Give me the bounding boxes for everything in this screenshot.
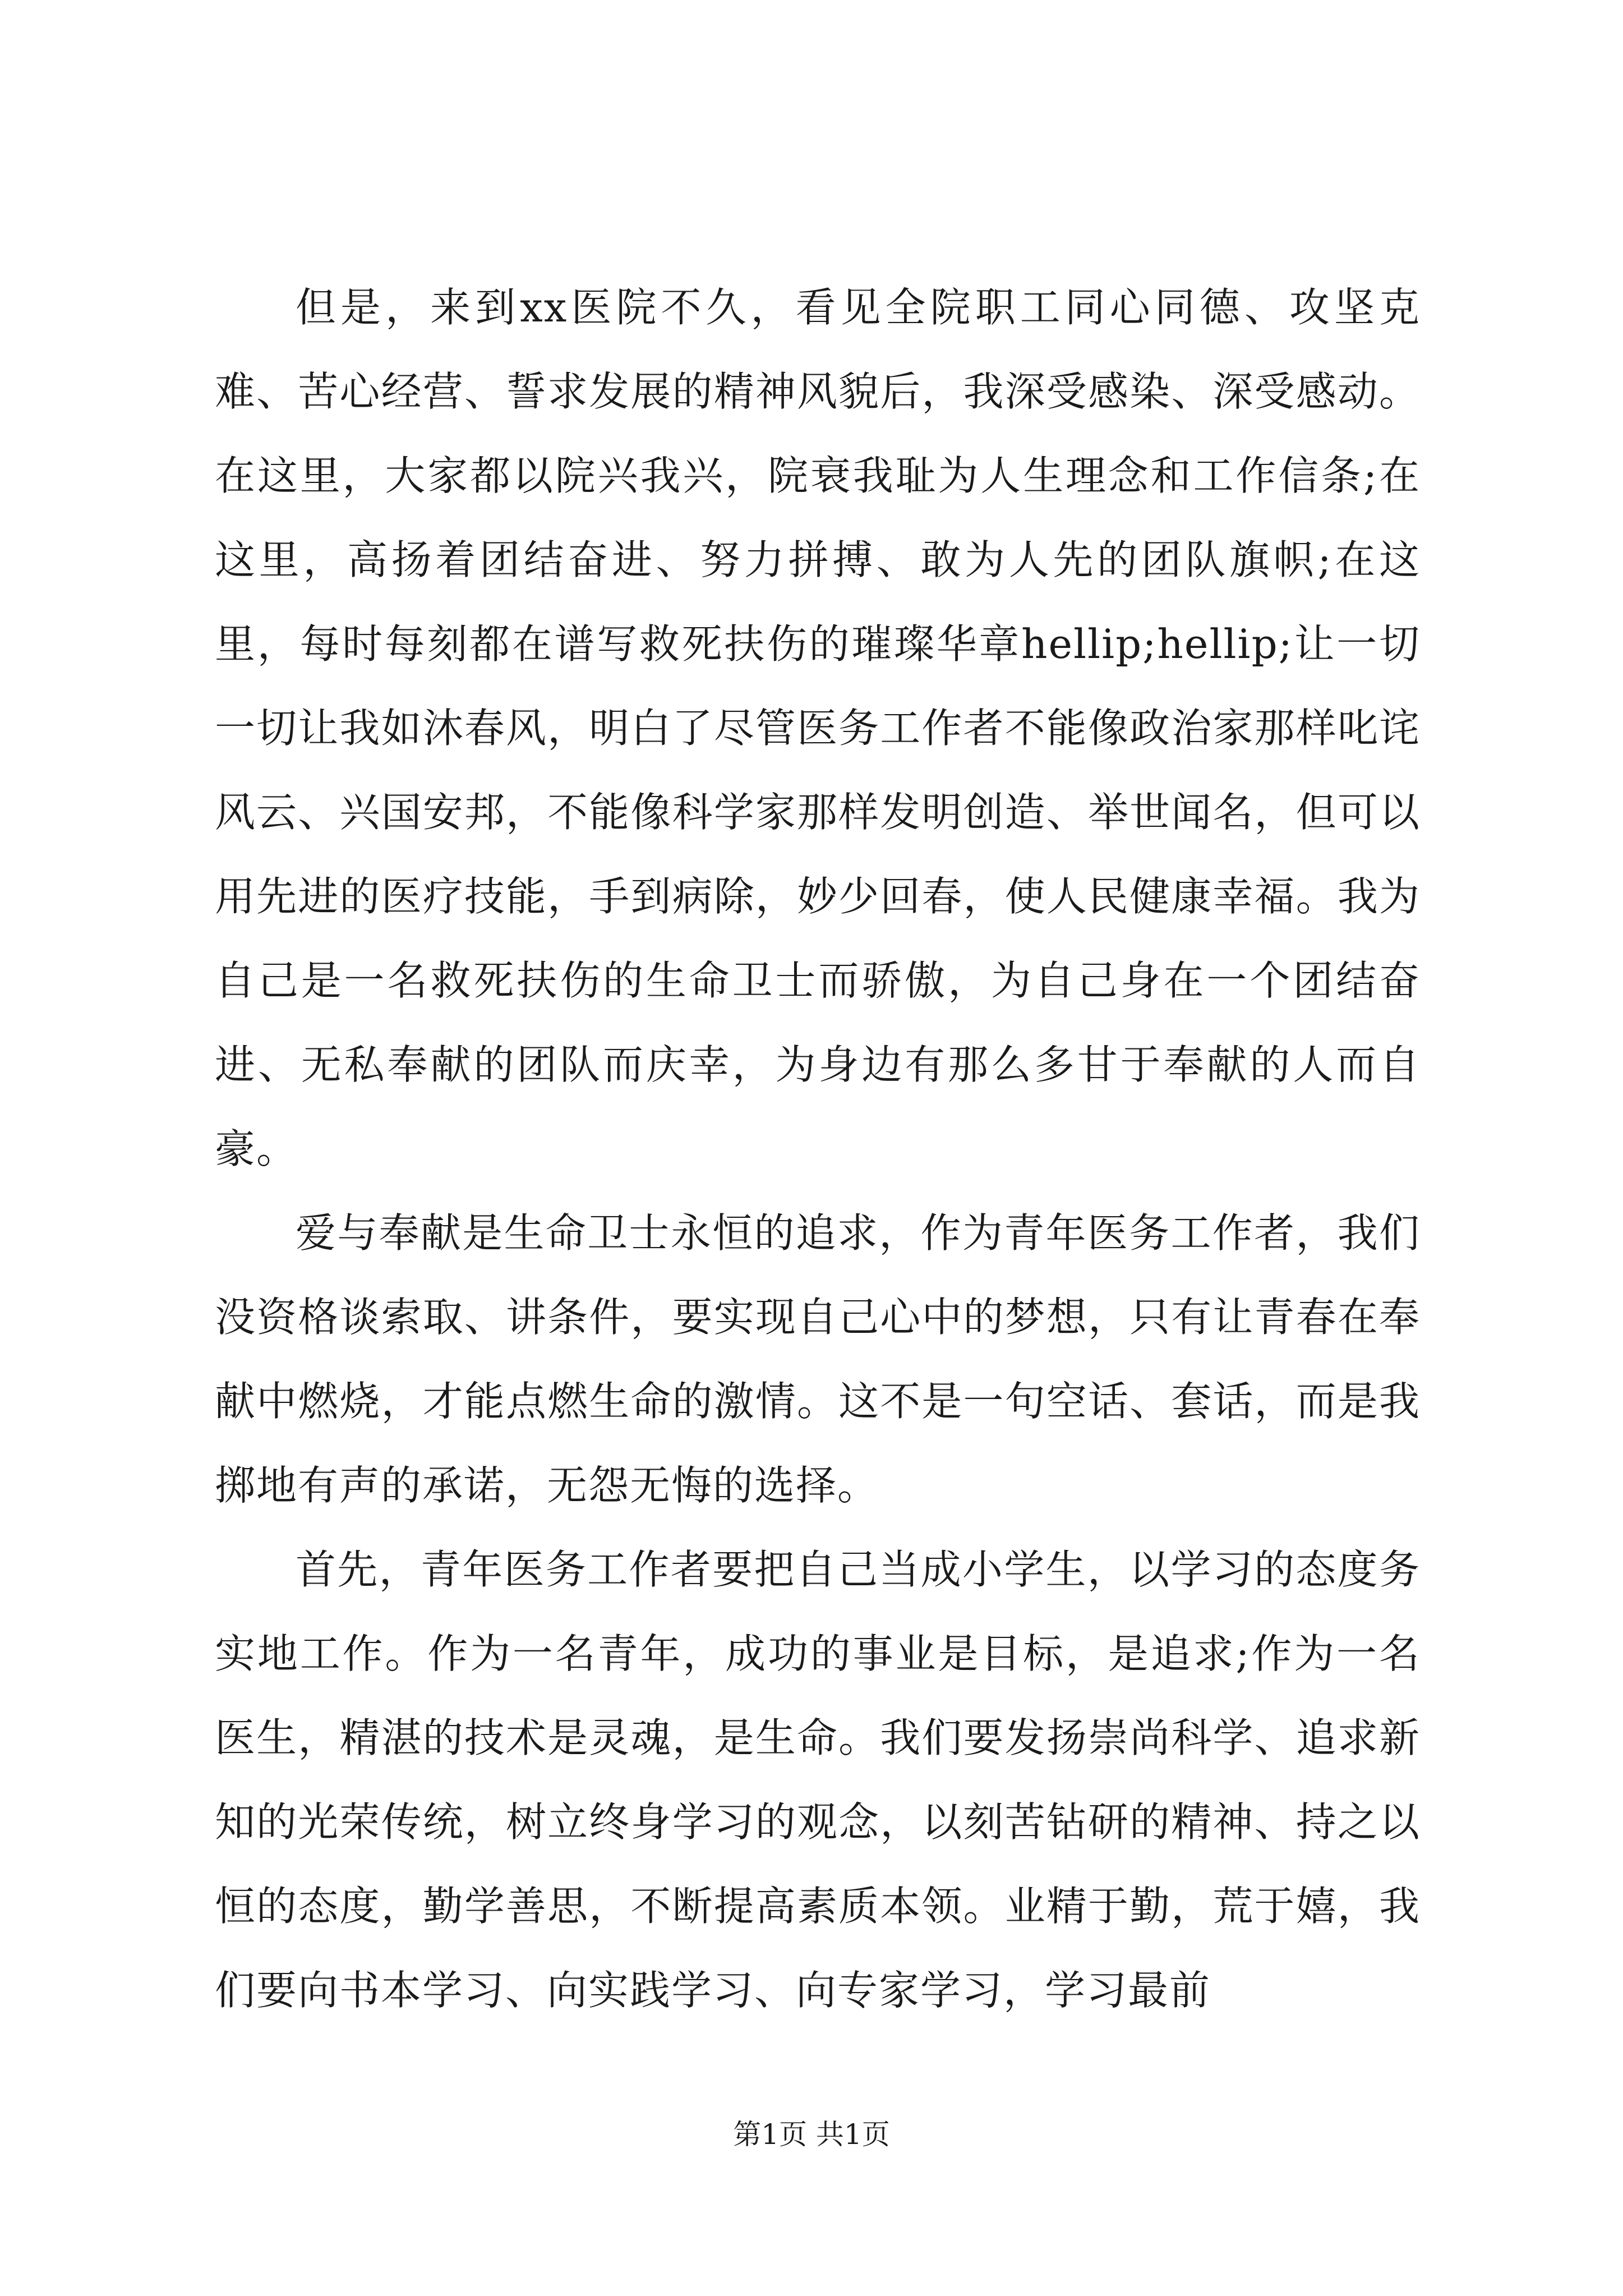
document-body <box>215 265 1421 2032</box>
paragraph: 首先，青年医务工作者要把自己当成小学生，以学习的态度务实地工作。作为一名青年，成功的事业是目标，是追求;作为一名医生，精湛的技术是灵魂，是生命。我们要发扬崇尚科学、追求新知的光荣传统，树立终身学习的观念，以刻苦钻研的精神、持之以恒的态度，勤学善思，不断提高素质本领。业精于勤，荒于嬉，我们要向书本学习、向实践学习、向专家学习，学习最前 <box>215 1546 1421 2014</box>
page-footer: 第1页 共1页 <box>733 2118 890 2151</box>
paragraph: 但是，来到xx医院不久，看见全院职工同心同德、攻坚克难、苦心经营、誓求发展的精神风貌后，我深受感染、深受感动。在这里，大家都以院兴我兴，院衰我耻为人生理念和工作信条;在这里，高扬着团结奋进、努力拼搏、敢为人先的团队旗帜;在这里，每时每刻都在谱写救死扶伤的璀璨华章hellip;hellip;让一切一切让我如沐春风，明白了尽管医务工作者不能像政治家那样叱诧风云、兴国安邦，不能像科学家那样发明创造、举世闻名，但可以用先进的医疗技能，手到病除，妙少回春，使人民健康幸福。我为自己是一名救死扶伤的生命卫士而骄傲，为自己身在一个团结奋进、无私奉献的团队而庆幸，为身边有那么多甘于奉献的人而自豪。 <box>215 284 1421 1172</box>
paragraph: 爱与奉献是生命卫士永恒的追求，作为青年医务工作者，我们没资格谈索取、讲条件，要实现自己心中的梦想，只有让青春在奉献中燃烧，才能点燃生命的激情。这不是一句空话、套话，而是我掷地有声的承诺，无怨无悔的选择。 <box>215 1209 1421 1509</box>
